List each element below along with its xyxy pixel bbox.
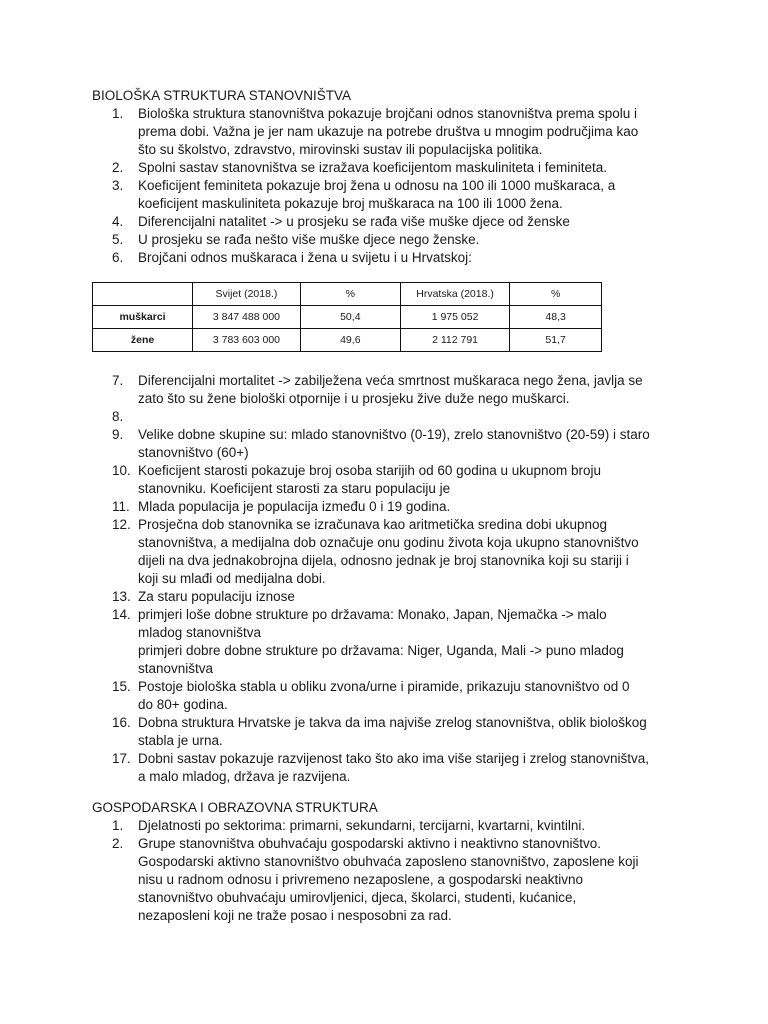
list-item — [0, 408, 678, 426]
list-item-text: Koeficijent feminiteta pokazuje broj žena u odnosu na 100 ili 1000 muškaraca, a — [138, 178, 616, 193]
population-table — [92, 282, 602, 352]
section-heading-biological: BIOLOŠKA STRUKTURA STANOVNIŠTVA — [92, 88, 352, 103]
list-item-text: Brojčani odnos muškaraca i žena u svijetu i u Hrvatskoj: — [138, 250, 472, 265]
list-item-number: 2. — [112, 160, 124, 175]
list-item-text: stanovništvo obuhvaćaju umirovljenici, djeca, školarci, studenti, kućanice, — [138, 890, 577, 905]
table-cell: 48,3 — [510, 306, 602, 329]
list-item-number: 12. — [112, 517, 131, 532]
list-item-number: 5. — [112, 232, 124, 247]
list-item-number: 1. — [112, 818, 124, 833]
list-item — [0, 498, 678, 516]
table-cell: 2 112 791 — [400, 329, 509, 352]
list-item-text: primjeri loše dobne strukture po državama: Monako, Japan, Njemačka -> malo — [138, 607, 607, 622]
list-item-text: Prosječna dob stanovnika se izračunava kao aritmetička sredina dobi ukupnog — [138, 517, 608, 532]
table-cell: 3 783 603 000 — [193, 329, 301, 352]
list-item — [0, 462, 678, 498]
list-item — [0, 177, 678, 213]
section-heading-economic: GOSPODARSKA I OBRAZOVNA STRUKTURA — [92, 800, 378, 815]
list-item — [0, 678, 678, 714]
list-item-text: što su školstvo, zdravstvo, mirovinski sustav ili populacijska politika. — [138, 142, 543, 157]
table-header-cell: % — [300, 283, 400, 306]
list-item-text: mladog stanovništva — [138, 625, 262, 640]
list-item — [0, 588, 678, 606]
list-item-text: prema dobi. Važna je jer nam ukazuje na potrebe društva u mnogim područjima kao — [138, 124, 639, 139]
list-item — [0, 516, 678, 588]
list-item-text: Diferencijalni natalitet -> u prosjeku se rađa više muške djece od ženske — [138, 214, 570, 229]
list-item-number: 13. — [112, 589, 131, 604]
list-item-text: stabla je urna. — [138, 733, 223, 748]
list-item-text: stanovniku. Koeficijent starosti za staru populaciju je — [138, 481, 451, 496]
table-cell: 3 847 488 000 — [193, 306, 301, 329]
list-item-number: 2. — [112, 836, 124, 851]
list-item-text: a malo mladog, država je razvijena. — [138, 769, 351, 784]
table-cell: 1 975 052 — [400, 306, 509, 329]
list-item-text: Koeficijent starosti pokazuje broj osoba starijih od 60 godina u ukupnom broju — [138, 463, 602, 478]
list-item-number: 10. — [112, 463, 131, 478]
list-item-text: Spolni sastav stanovništva se izražava koeficijentom maskuliniteta i feminiteta. — [138, 160, 607, 175]
list-item-text: Diferencijalni mortalitet -> zabilježena veća smrtnost muškaraca nego žena, javlja se — [138, 373, 643, 388]
list-item-number: 16. — [112, 715, 131, 730]
list-item-text — [138, 408, 678, 426]
list-item — [0, 750, 678, 786]
list-item-text: nezaposleni koji ne traže posao i nesposobni za rad. — [138, 908, 452, 923]
list-item — [0, 714, 678, 750]
table-row-label: muškarci — [93, 306, 193, 329]
list-item — [0, 159, 678, 177]
list-item-text: stanovništva, a medijalna dob označuje onu godinu života koja ukupno stanovništvo — [138, 535, 639, 550]
list-item-number: 1. — [112, 106, 124, 121]
list-item-number: 6. — [112, 250, 124, 265]
table-header-cell: Hrvatska (2018.) — [400, 283, 509, 306]
table-header-row — [93, 283, 602, 306]
list-item-text: koeficijent maskuliniteta pokazuje broj muškaraca na 100 ili 1000 žena. — [138, 196, 563, 211]
list-item-number: 11. — [112, 499, 130, 514]
list-item — [0, 426, 678, 462]
list-item-text: stanovništva — [138, 661, 214, 676]
list-item-text: U prosjeku se rađa nešto više muške djece nego ženske. — [138, 232, 480, 247]
list-item-text: koji su mlađi od medijalna dobi. — [138, 571, 326, 586]
list-item-text: stanovništvo (60+) — [138, 445, 249, 460]
table-row — [93, 329, 602, 352]
table-cell: 49,6 — [300, 329, 400, 352]
list-item-number: 3. — [112, 178, 124, 193]
list-item-text: Za staru populaciju iznose — [138, 589, 295, 604]
table-row — [93, 306, 602, 329]
list-item-text: Gospodarski aktivno stanovništvo obuhvaća zaposleno stanovništvo, zaposlene koji — [138, 854, 639, 869]
list-item-text: Dobni sastav pokazuje razvijenost tako što ako ima više starijeg i zrelog stanovništva, — [138, 751, 649, 766]
list-item-text: primjeri dobre dobne strukture po državama: Niger, Uganda, Mali -> puno mladog — [138, 643, 624, 658]
list-item — [0, 231, 678, 249]
list-item — [0, 213, 678, 231]
list-item-text: zato što su žene biološki otpornije i u prosjeku žive duže nego muškarci. — [138, 391, 570, 406]
table-header-cell: Svijet (2018.) — [193, 283, 301, 306]
list-item — [0, 372, 678, 408]
biological-list-part-1 — [0, 105, 768, 267]
list-item-text: do 80+ godina. — [138, 697, 228, 712]
list-item-number: 7. — [112, 373, 124, 388]
list-item — [0, 105, 678, 159]
table-header-cell — [93, 283, 193, 306]
list-item-text: Postoje biološka stabla u obliku zvona/urne i piramide, prikazuju stanovništvo od 0 — [138, 679, 630, 694]
list-item-text: nisu u radnom odnosu i privremeno nezaposlene, a gospodarski neaktivno — [138, 872, 584, 887]
list-item-number: 14. — [112, 607, 131, 622]
list-item-text: Dobna struktura Hrvatske je takva da ima najviše zrelog stanovništva, oblik biološkog — [138, 715, 647, 730]
list-item-number: 4. — [112, 214, 124, 229]
list-item-text: Mlada populacija je populacija između 0 i 19 godina. — [138, 499, 451, 514]
table-row-label: žene — [93, 329, 193, 352]
table-cell: 51,7 — [510, 329, 602, 352]
economic-list — [0, 817, 768, 925]
list-item — [0, 249, 678, 267]
list-item-number: 15. — [112, 679, 131, 694]
biological-list-part-2 — [0, 372, 768, 786]
list-item-text: Biološka struktura stanovništva pokazuje brojčani odnos stanovništva prema spolu i — [138, 106, 638, 121]
list-item — [0, 835, 678, 925]
list-item-text: Grupe stanovništva obuhvaćaju gospodarski aktivno i neaktivno stanovništvo. — [138, 836, 602, 851]
list-item-text: dijeli na dva jednakobrojna dijela, odnosno jednak je broj stanovnika koji su stariji i — [138, 553, 629, 568]
list-item-number: 9. — [112, 427, 124, 442]
list-item-text: Velike dobne skupine su: mlado stanovništvo (0-19), zrelo stanovništvo (20-59) i staro — [138, 427, 650, 442]
list-item-text: Djelatnosti po sektorima: primarni, sekundarni, tercijarni, kvartarni, kvintilni. — [138, 818, 586, 833]
list-item — [0, 817, 678, 835]
table-cell: 50,4 — [300, 306, 400, 329]
list-item-number: 17. — [112, 751, 131, 766]
table-header-cell: % — [510, 283, 602, 306]
list-item — [0, 606, 678, 678]
list-item-number: 8. — [112, 409, 124, 424]
